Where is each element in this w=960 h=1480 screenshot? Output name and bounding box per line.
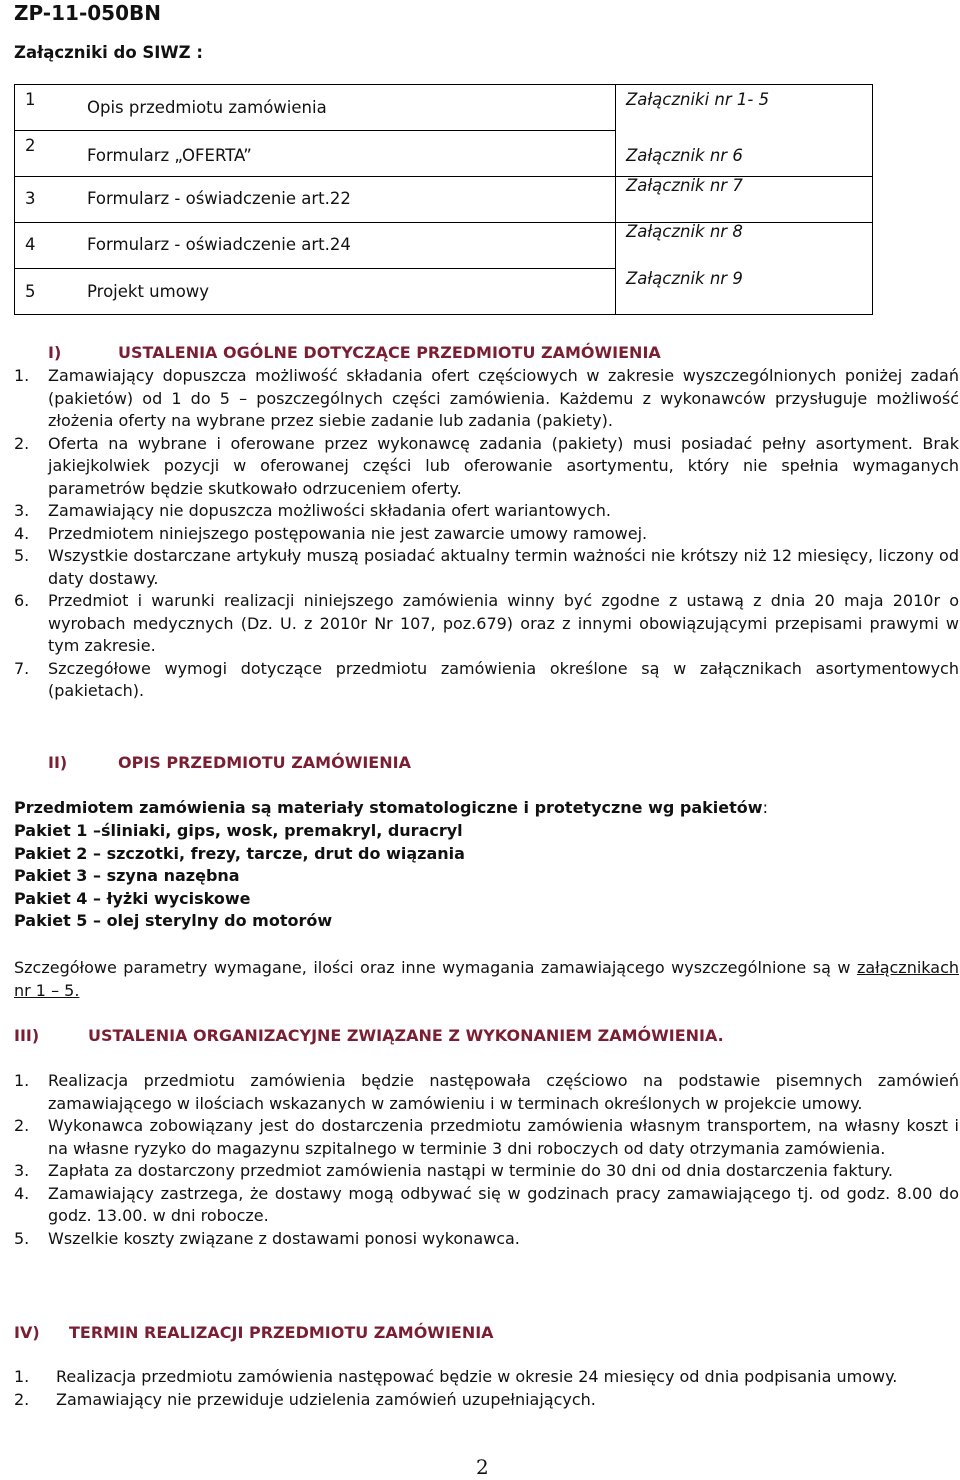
item-text: Realizacja przedmiotu zamówienia następować będzie w okresie 24 miesięcy od dnia podpisania umowy. (56, 1367, 898, 1386)
item-number: 1. (14, 1367, 30, 1386)
list-item (14, 1160, 959, 1183)
attachment-ref: Załącznik nr 9 (626, 269, 743, 288)
attachment-num: 5 (25, 282, 36, 301)
list-item (14, 590, 959, 658)
attachment-name: Formularz - oświadczenie art.24 (87, 235, 351, 254)
list-item (14, 1070, 959, 1115)
section-number: I) (48, 343, 62, 362)
section-title: TERMIN REALIZACJI PRZEDMIOTU ZAMÓWIENIA (69, 1323, 494, 1342)
intro-text: Przedmiotem zamówienia są materiały stomatologiczne i protetyczne wg pakietów (14, 798, 763, 817)
attachment-row-3 (15, 177, 616, 223)
attachment-num: 4 (25, 235, 36, 254)
item-text: Wszelkie koszty związane z dostawami ponosi wykonawca. (48, 1228, 520, 1248)
attachment-num: 3 (25, 189, 36, 208)
attachment-name: Opis przedmiotu zamówienia (87, 98, 327, 117)
section-number: IV) (14, 1323, 40, 1342)
item-number: 1. (14, 366, 30, 385)
item-number: 6. (14, 591, 30, 610)
attachment-num: 1 (25, 90, 36, 109)
attachment-ref: Załącznik nr 8 (626, 222, 743, 241)
section-number: III) (14, 1026, 40, 1045)
item-text: Zamawiający nie przewiduje udzielenia zamówień uzupełniających. (56, 1389, 596, 1409)
section-title: USTALENIA OGÓLNE DOTYCZĄCE PRZEDMIOTU ZAMÓWIENIA (118, 343, 661, 362)
section-2-heading (48, 752, 411, 775)
attachment-ref: Załącznik nr 7 (626, 176, 743, 195)
list-item (14, 545, 959, 590)
section-4-heading (14, 1322, 494, 1345)
package-item: Pakiet 2 – szczotki, frezy, tarcze, drut do wiązania (14, 843, 465, 863)
item-number: 7. (14, 658, 30, 678)
attachment-ref-cell (616, 223, 873, 315)
attachment-ref-cell (616, 177, 873, 223)
list-item (14, 365, 959, 433)
section-1-heading (48, 342, 661, 365)
attachments-table (14, 84, 873, 315)
section-2-intro (14, 797, 959, 820)
item-number: 2. (14, 1389, 30, 1409)
params-paragraph (14, 957, 959, 1002)
list-item (14, 523, 959, 546)
section-1-list (14, 365, 959, 703)
list-item (14, 1228, 959, 1251)
item-number: 5. (14, 546, 30, 565)
section-3-heading (14, 1025, 724, 1048)
attachment-row-5 (15, 269, 616, 315)
item-text: Oferta na wybrane i oferowane przez wykonawcę zadania (pakiety) musi posiadać pełny asortyment. Brak jakiejkolwiek pozycji w oferowanej części lub oferowanie asortymentu, który nie spełnia wymaganych parametrów będzie skutkowało odrzuceniem oferty. (48, 433, 959, 498)
attachment-row-4 (15, 223, 616, 269)
item-text: Wykonawca zobowiązany jest do dostarczenia przedmiotu zamówienia własnym transportem, na własny koszt i na własne ryzyko do magazynu szpitalnego w terminie 3 dni roboczych od daty otrzymania zamówienia. (48, 1116, 959, 1158)
item-number: 4. (14, 1183, 30, 1203)
item-number: 1. (14, 1071, 30, 1090)
item-text: Wszystkie dostarczane artykuły muszą posiadać aktualny termin ważności nie krótszy niż 12 miesięcy, liczony od daty dostawy. (48, 546, 959, 588)
item-text: Zapłata za dostarczony przedmiot zamówienia nastąpi w terminie do 30 dni od dnia dostarczenia faktury. (48, 1161, 893, 1180)
attachments-reference: załącznikach nr 1 – 5. (14, 958, 959, 1000)
item-text: Zamawiający dopuszcza możliwość składania ofert częściowych w zakresie wyszczególnionych poniżej zadań (pakietów) od 1 do 5 – poszczególnych części zamówienia. Każdemu z wykonawców przysługuje możliwość złożenia oferty na wybrane przez siebie zadanie lub zadania (pakiety). (48, 366, 959, 430)
package-item: Pakiet 1 –śliniaki, gips, wosk, premakryl, duracryl (14, 821, 463, 840)
item-number: 3. (14, 1161, 30, 1180)
attachment-row-2 (15, 131, 616, 177)
list-item (14, 433, 959, 501)
list-item (14, 1389, 959, 1412)
list-item (14, 1115, 959, 1160)
attachment-num: 2 (25, 136, 36, 155)
list-item (14, 1183, 959, 1228)
document-code: ZP-11-050BN (14, 1, 161, 25)
package-item: Pakiet 5 – olej sterylny do motorów (14, 911, 333, 930)
attachment-name: Formularz - oświadczenie art.22 (87, 189, 351, 208)
list-item (14, 500, 959, 523)
item-number: 4. (14, 523, 30, 543)
intro-tail: : (762, 798, 768, 817)
item-number: 2. (14, 1116, 30, 1135)
attachments-heading: Załączniki do SIWZ : (14, 43, 203, 62)
attachment-ref: Załączniki nr 1- 5 (626, 90, 770, 109)
attachment-ref-cell (616, 85, 873, 177)
section-3-list (14, 1070, 959, 1250)
package-item: Pakiet 3 – szyna nazębna (14, 866, 240, 885)
item-number: 2. (14, 433, 30, 453)
section-title: USTALENIA ORGANIZACYJNE ZWIĄZANE Z WYKONANIEM ZAMÓWIENIA. (88, 1026, 724, 1045)
list-item (14, 658, 959, 703)
section-number: II) (48, 753, 68, 772)
attachment-name: Projekt umowy (87, 282, 210, 301)
section-4-list (14, 1366, 959, 1411)
attachment-name: Formularz „OFERTA” (87, 146, 252, 165)
list-item (14, 1366, 959, 1389)
section-title: OPIS PRZEDMIOTU ZAMÓWIENIA (118, 753, 411, 772)
package-item: Pakiet 4 – łyżki wyciskowe (14, 888, 251, 908)
package-list (14, 820, 959, 933)
item-number: 5. (14, 1228, 30, 1248)
page-number: 2 (476, 1455, 489, 1479)
params-text: Szczegółowe parametry wymagane, ilości oraz inne wymagania zamawiającego wyszczególnione są w (14, 958, 851, 977)
item-text: Przedmiotem niniejszego postępowania nie jest zawarcie umowy ramowej. (48, 523, 648, 543)
item-number: 3. (14, 501, 30, 520)
item-text: Realizacja przedmiotu zamówienia będzie następowała częściowo na podstawie pisemnych zamówień zamawiającego w ilościach wskazanych w zamówieniu i w terminach określonych w projekcie umowy. (48, 1071, 959, 1113)
item-text: Szczegółowe wymogi dotyczące przedmiotu zamówienia określone są w załącznikach asortymentowych (pakietach). (48, 658, 959, 700)
attachment-ref: Załącznik nr 6 (626, 146, 743, 165)
attachment-row-1 (15, 85, 616, 131)
item-text: Przedmiot i warunki realizacji niniejszego zamówienia winny być zgodne z ustawą z dnia 20 maja 2010r o wyrobach medycznych (Dz. U. z 2010r Nr 107, poz.679) oraz z innymi obowiązującymi przepisami prawymi w tym zakresie. (48, 591, 959, 655)
item-text: Zamawiający nie dopuszcza możliwości składania ofert wariantowych. (48, 501, 611, 520)
item-text: Zamawiający zastrzega, że dostawy mogą odbywać się w godzinach pracy zamawiającego tj. od godz. 8.00 do godz. 13.00. w dni robocze. (48, 1183, 959, 1225)
